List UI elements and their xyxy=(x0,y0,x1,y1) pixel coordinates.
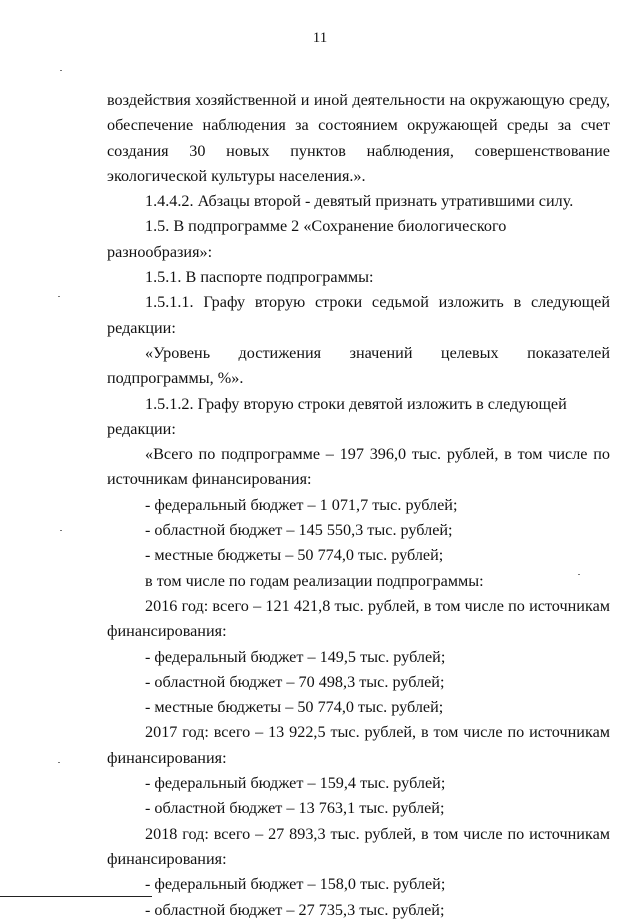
paragraph-year-2018: 2018 год: всего – 27 893,3 тыс. рублей, в том числе по источникам финансирования: xyxy=(107,824,610,868)
scan-speck xyxy=(58,296,60,297)
paragraph-year-2016: 2016 год: всего – 121 421,8 тыс. рублей, в том числе по источникам финансирования: xyxy=(107,596,610,641)
scan-speck xyxy=(60,70,62,71)
list-item-federal-2016: - федеральный бюджет – 149,5 тыс. рублей; xyxy=(145,647,446,666)
list-item-local-total: - местные бюджеты – 50 774,0 тыс. рублей; xyxy=(145,546,444,565)
scan-speck xyxy=(60,530,62,531)
paragraph-intro-continuation: воздействия хозяйственной и иной деятельности на окружающую среду, обеспечение наблюдения за состоянием окружающей среды за счет создания 30 новых пунктов наблюдения, совершенствование экологической культуры населения.». xyxy=(107,91,610,185)
paragraph-by-years: в том числе по годам реализации подпрограммы: xyxy=(145,571,484,590)
scan-speck xyxy=(578,574,580,575)
list-item-local-2016: - местные бюджеты – 50 774,0 тыс. рублей; xyxy=(145,698,444,717)
paragraph-1-5: 1.5. В подпрограмме 2 «Сохранение биологического разнообразия»: xyxy=(107,217,507,261)
paragraph-1-5-1-1: 1.5.1.1. Графу вторую строки седьмой изложить в следующей редакции: xyxy=(107,293,610,337)
document-body xyxy=(107,88,610,923)
paragraph-1-5-1: 1.5.1. В паспорте подпрограммы: xyxy=(145,268,374,287)
list-item-regional-2016: - областной бюджет – 70 498,3 тыс. рублей; xyxy=(145,672,445,691)
paragraph-total-funding: «Всего по подпрограмме – 197 396,0 тыс. рублей, в том числе по источникам финансирования: xyxy=(107,445,610,489)
paragraph-1-5-1-2: 1.5.1.2. Графу вторую строки девятой изложить в следующей редакции: xyxy=(107,394,567,438)
footer-rule xyxy=(0,896,152,897)
page-number: 11 xyxy=(312,30,328,46)
list-item-regional-2017: - областной бюджет – 13 763,1 тыс. рублей; xyxy=(145,799,445,818)
scan-speck xyxy=(58,762,60,763)
list-item-federal-total: - федеральный бюджет – 1 071,7 тыс. рублей; xyxy=(145,495,458,514)
paragraph-target-indicators: «Уровень достижения значений целевых показателей подпрограммы, %». xyxy=(107,343,610,388)
list-item-regional-total: - областной бюджет – 145 550,3 тыс. рублей; xyxy=(145,521,453,540)
list-item-regional-2018: - областной бюджет – 27 735,3 тыс. рублей; xyxy=(145,900,445,919)
list-item-federal-2018: - федеральный бюджет – 158,0 тыс. рублей; xyxy=(145,875,446,894)
paragraph-year-2017: 2017 год: всего – 13 922,5 тыс. рублей, в том числе по источникам финансирования: xyxy=(107,723,610,767)
paragraph-1-4-4-2: 1.4.4.2. Абзацы второй - девятый признать утратившими силу. xyxy=(145,192,574,211)
list-item-federal-2017: - федеральный бюджет – 159,4 тыс. рублей; xyxy=(145,774,446,793)
